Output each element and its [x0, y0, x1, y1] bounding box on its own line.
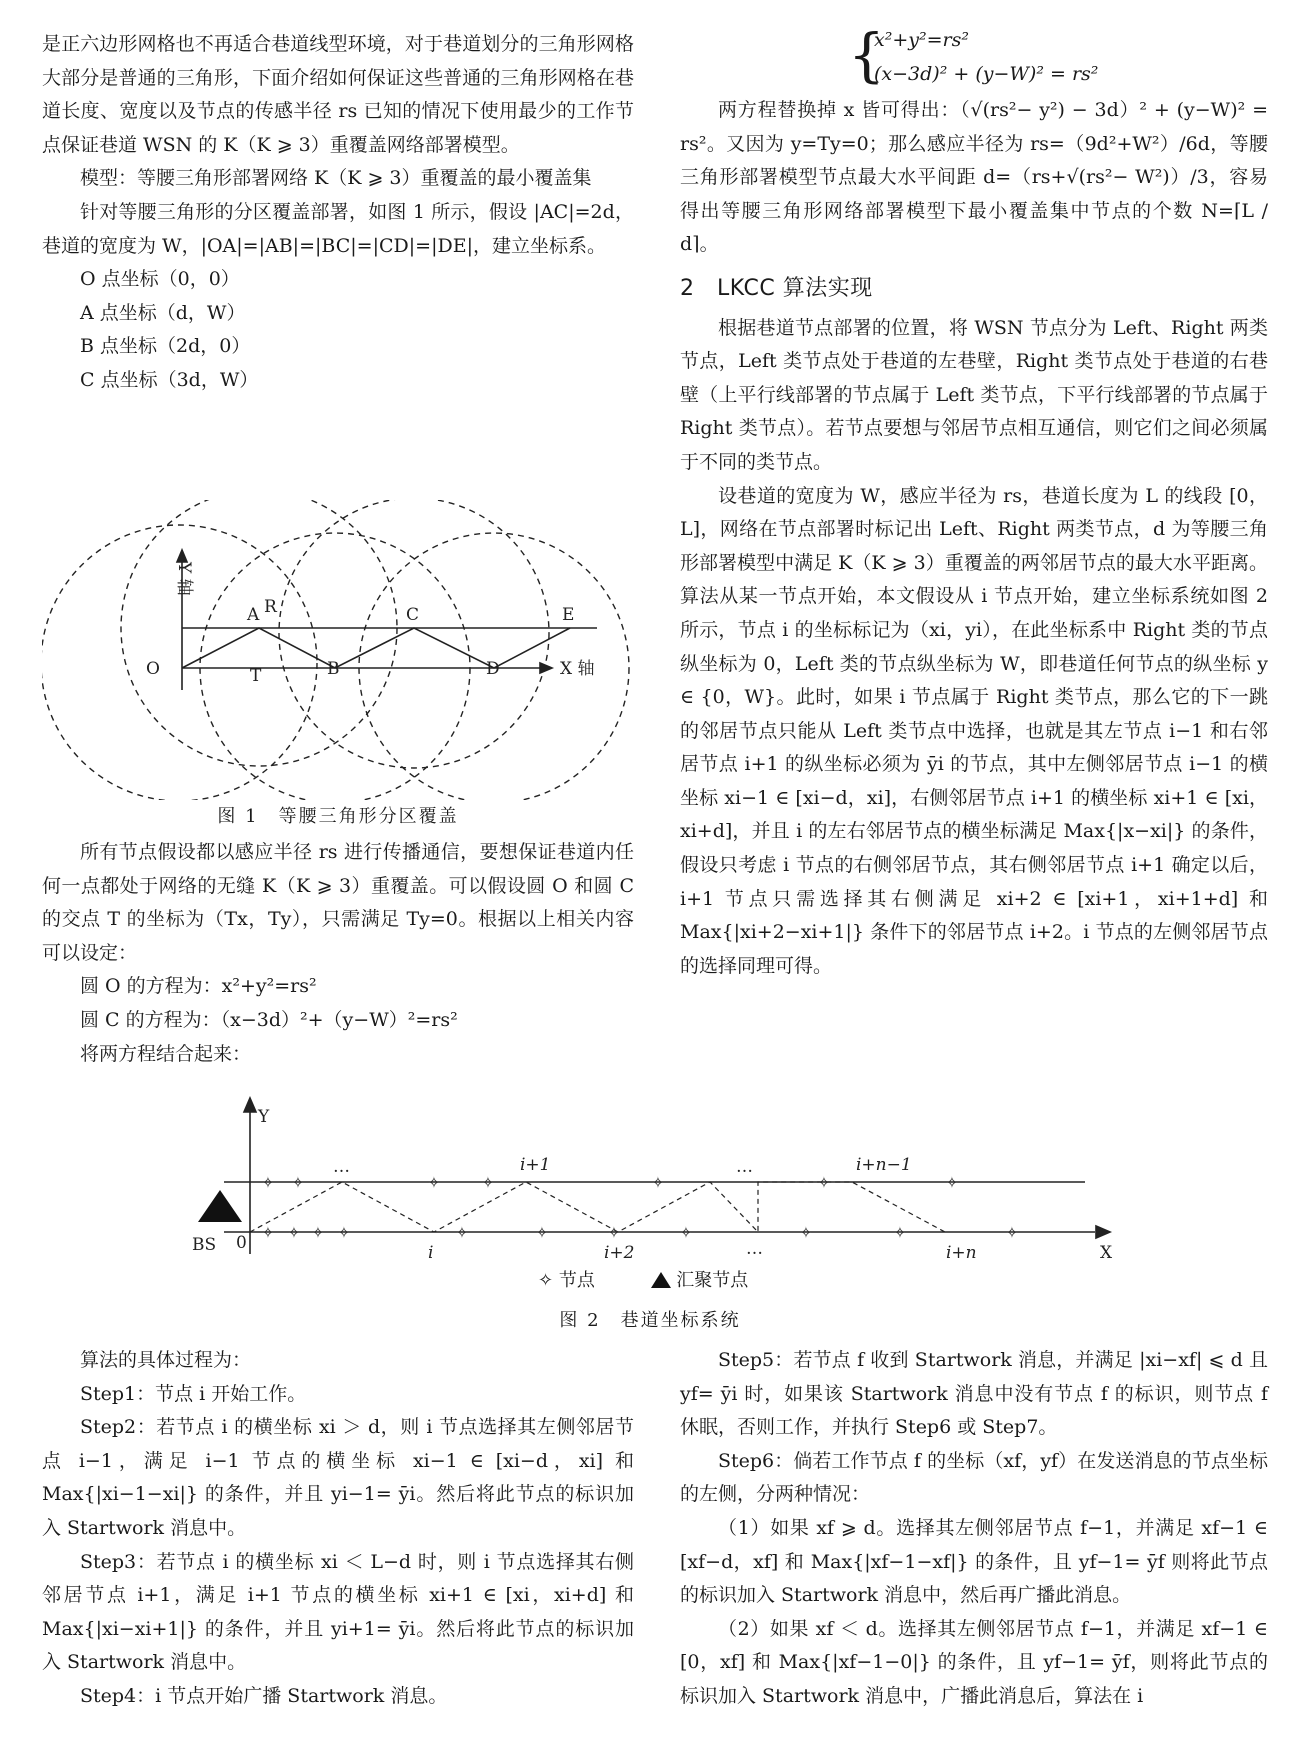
- node-icon: ✧: [607, 1223, 621, 1242]
- step-5: Step5：若节点 f 收到 Startwork 消息，并满足 |xi−xf| ⩽ d 且 yf= ȳi 时，如果该 Startwork 消息中没有节点 f 的标识，则节点 f 休眠，否则工作，并执行 Step6 或 Step7。: [680, 1349, 1268, 1439]
- triangle-zigzag: [182, 628, 570, 668]
- node-icon: ✧: [535, 1223, 549, 1242]
- paragraph: 所有节点假设都以感应半径 rs 进行传播通信，要想保证巷道内任何一点都处于网络的无缝 K（K ⩾ 3）重覆盖。可以假设圆 O 和圆 C 的交点 T 的坐标为（Tx，Ty），只需满足 Ty=0。根据以上相关内容可以设定：: [42, 841, 634, 964]
- node-legend-icon: ✧: [538, 1270, 554, 1291]
- figure-1-caption: 图 1 等腰三角形分区覆盖: [217, 806, 459, 827]
- step-4: Step4：i 节点开始广播 Startwork 消息。: [80, 1684, 448, 1707]
- fig2-path: [250, 1182, 945, 1232]
- fig2-x-arrow: [1096, 1226, 1110, 1238]
- x-axis-label: X 轴: [560, 659, 595, 679]
- fig2-y-arrow: [244, 1098, 256, 1112]
- equation-circle-o: 圆 O 的方程为：x²+y²=rs²: [80, 975, 317, 998]
- coordinate-line: A 点坐标（d，W）: [80, 301, 246, 324]
- fig2-bottom-label: i: [428, 1243, 434, 1263]
- system-brace: {: [848, 21, 885, 89]
- fig2-bottom-label: i+n: [946, 1243, 977, 1263]
- paragraph: 算法的具体过程为：: [80, 1349, 252, 1371]
- bottom-right-column: [680, 1344, 1268, 1714]
- node-icon: ✧: [893, 1223, 907, 1242]
- coordinate-line: C 点坐标（3d，W）: [80, 368, 259, 391]
- node-icon: ✧: [337, 1223, 351, 1242]
- system-eq-1: x²+y²=rs²: [874, 29, 969, 51]
- left-column-cont: [42, 836, 634, 1071]
- coverage-circle-a: [121, 500, 397, 766]
- node-icon: ✧: [261, 1173, 275, 1192]
- node-icon: ✧: [799, 1223, 813, 1242]
- paragraph: 是正六边形网格也不再适合巷道线型环境，对于巷道划分的三角形网格大部分是普通的三角形，下面介绍如何保证这些普通的三角形网格在巷道长度、宽度以及节点的传感半径 rs 已知的情况下使用最少的工作节点保证巷道 WSN 的 K（K ⩾ 3）重覆盖网络部署模型。: [42, 33, 634, 156]
- fig2-bs-label: BS: [192, 1235, 217, 1255]
- coordinate-line: O 点坐标（0，0）: [80, 268, 240, 291]
- step-1: Step1：节点 i 开始工作。: [80, 1382, 307, 1405]
- paragraph: 将两方程结合起来：: [80, 1042, 252, 1065]
- node-icon: ✧: [651, 1173, 665, 1192]
- fig2-top-label: …: [736, 1157, 753, 1177]
- paragraph: 根据巷道节点部署的位置，将 WSN 节点分为 Left、Right 两类节点，Left 类节点处于巷道的左巷壁，Right 类节点处于巷道的右巷壁（上平行线部署的节点属于 Left 类节点，下平行线部署的节点属于 Right 类节点）。若节点要想与邻居节点相互通信，则它们之间必须属于不同的类节点。: [680, 316, 1268, 473]
- coverage-circle-c: [279, 500, 549, 768]
- fig1-label-a: A: [247, 605, 260, 625]
- node-icon: ✧: [817, 1173, 831, 1192]
- fig1-label-b: B: [327, 659, 340, 679]
- paragraph: 设巷道的宽度为 W，感应半径为 rs，巷道长度为 L 的线段 [0，L]，网络在节点部署时标记出 Left、Right 两类节点，d 为等腰三角形部署模型中满足 K（K ⩾ 3）重覆盖的两邻居节点的最大水平距离。算法从某一节点开始，本文假设从 i 节点开始，建立坐标系统如图 2 所示，节点 i 的坐标标记为（xi，yi），在此坐标系中 Right 类的节点纵坐标为 0，Left 类的节点纵坐标为 W，即巷道任何节点的纵坐标 y ∈ {0，W}。此时，如果 i 节点属于 Right 类节点，那么它的下一跳的邻居节点只能从 Left 类节点中选择，也就是其左节点 i−1 和右邻居节点 i+1 的纵坐标必须为 ȳi 的节点，其中左侧邻居节点 i−1 的横坐标 xi−1 ∈ [xi−d，xi]，右侧邻居节点 i+1 的横坐标 xi+1 ∈ [xi，xi+d]，并且 i 的左右邻居节点的横坐标满足 Max{|x−xi|} 的条件，假设只考虑 i 节点的右侧邻居节点，其右侧邻居节点 i+1 确定以后，i+1 节点只需选择其右侧满足 xi+2 ∈ [xi+1，xi+1+d] 和 Max{|xi+2−xi+1|} 条件下的邻居节点 i+2。i 节点的左侧邻居节点的选择同理可得。: [680, 484, 1268, 977]
- step-6: Step6：倘若工作节点 f 的坐标（xf，yf）在发送消息的节点坐标的左侧，分两种情况：: [680, 1449, 1268, 1506]
- node-legend-label: 节点: [558, 1270, 595, 1291]
- node-icon: ✧: [679, 1223, 693, 1242]
- y-axis-label: Y 轴: [174, 562, 194, 596]
- fig1-label-e: E: [562, 605, 575, 625]
- fig2-legend: [538, 1266, 748, 1292]
- sink-legend-label: 汇聚节点: [676, 1270, 749, 1291]
- bottom-left-column: [42, 1344, 634, 1714]
- fig1-label-o: O: [146, 659, 160, 679]
- fig2-zero-label: 0: [236, 1233, 247, 1253]
- paragraph: 两方程替换掉 x 皆可得出：（√(rs²− y²) − 3d）² + (y−W)² = rs²。又因为 y=Ty=0；那么感应半径为 rs=（9d²+W²）/6d，等腰三角形部署模型节点最大水平间距 d=（rs+√(rs²− W²)）/3，容易得出等腰三角形网络部署模型下最小覆盖集中节点的个数 N=⌈L / d⌉。: [680, 99, 1268, 256]
- fig2-top-label: i+n−1: [856, 1155, 912, 1175]
- fig2-y-label: Y: [258, 1107, 270, 1127]
- sink-legend-icon: [651, 1272, 671, 1288]
- paragraph: 针对等腰三角形的分区覆盖部署，如图 1 所示，假设 |AC|=2d，巷道的宽度为 W，|OA|=|AB|=|BC|=|CD|=|DE|，建立坐标系。: [42, 200, 634, 257]
- step-6-case-2: （2）如果 xf ＜ d。选择其左侧邻居节点 f−1，并满足 xf−1 ∈ [0，xf] 和 Max{|xf−1−0|} 的条件，且 yf−1= ȳf，则将此节点的标识加入 Startwork 消息中，广播此消息后，算法在 i: [680, 1617, 1268, 1707]
- fig1-label-t: T: [250, 666, 262, 686]
- right-column: [680, 21, 1268, 983]
- system-eq-2: (x−3d)² + (y−W)² = rs²: [874, 63, 1099, 85]
- section-heading: 2 LKCC 算法实现: [680, 275, 873, 301]
- fig2-top-label: i+1: [520, 1155, 551, 1175]
- fig2-bottom-label: i+2: [604, 1243, 635, 1263]
- node-icon: ✧: [291, 1173, 305, 1192]
- x-axis-arrow: [540, 663, 552, 673]
- step-2: Step2：若节点 i 的横坐标 xi ＞ d，则 i 节点选择其左侧邻居节点 i−1，满足 i−1 节点的横坐标 xi−1 ∈ [xi−d，xi] 和 Max{|xi−1−xi|} 的条件，并且 yi−1= ȳi。然后将此节点的标识加入 Startwork 消息中。: [42, 1416, 634, 1539]
- fig1-label-c: C: [406, 605, 420, 625]
- left-column: [42, 28, 634, 398]
- node-icon: ✧: [311, 1223, 325, 1242]
- figure-1: [42, 500, 634, 800]
- fig2-x-label: X: [1100, 1243, 1113, 1263]
- step-3: Step3：若节点 i 的横坐标 xi ＜ L−d 时，则 i 节点选择其右侧邻居节点 i+1，满足 i+1 节点的横坐标 xi+1 ∈ [xi，xi+d] 和 Max{|xi−xi+1|} 的条件，并且 yi+1= ȳi。然后将此节点的标识加入 Startwork 消息中。: [42, 1550, 634, 1674]
- node-icon: ✧: [287, 1223, 301, 1242]
- node-icon: ✧: [455, 1223, 469, 1242]
- node-icon: ✧: [1005, 1223, 1019, 1242]
- y-axis-arrow: [177, 550, 187, 562]
- step-6-case-1: （1）如果 xf ⩾ d。选择其左侧邻居节点 f−1，并满足 xf−1 ∈ [xf−d，xf] 和 Max{|xf−1−xf|} 的条件，且 yf−1= ȳf 则将此节点的标识加入 Startwork 消息中，然后再广播此消息。: [680, 1516, 1268, 1607]
- sink-node-icon: [198, 1190, 242, 1222]
- node-icon: ✧: [427, 1173, 441, 1192]
- node-icon: ✧: [261, 1223, 275, 1242]
- fig1-label-d: D: [486, 659, 500, 679]
- coordinate-line: B 点坐标（2d，0）: [80, 335, 251, 358]
- equation-circle-c: 圆 C 的方程为：（x−3d）²+（y−W）²=rs²: [80, 1008, 458, 1031]
- fig2-top-label: …: [333, 1157, 350, 1177]
- node-icon: ✧: [945, 1173, 959, 1192]
- paragraph: 模型：等腰三角形部署网络 K（K ⩾ 3）重覆盖的最小覆盖集: [80, 167, 592, 190]
- figure-2-caption: 图 2 巷道坐标系统: [559, 1310, 741, 1331]
- figure-2: [180, 1092, 1120, 1294]
- fig2-bottom-label: …: [746, 1239, 763, 1259]
- fig1-label-r: R: [264, 597, 277, 617]
- node-icon: ✧: [481, 1173, 495, 1192]
- equation-system: [848, 21, 1268, 94]
